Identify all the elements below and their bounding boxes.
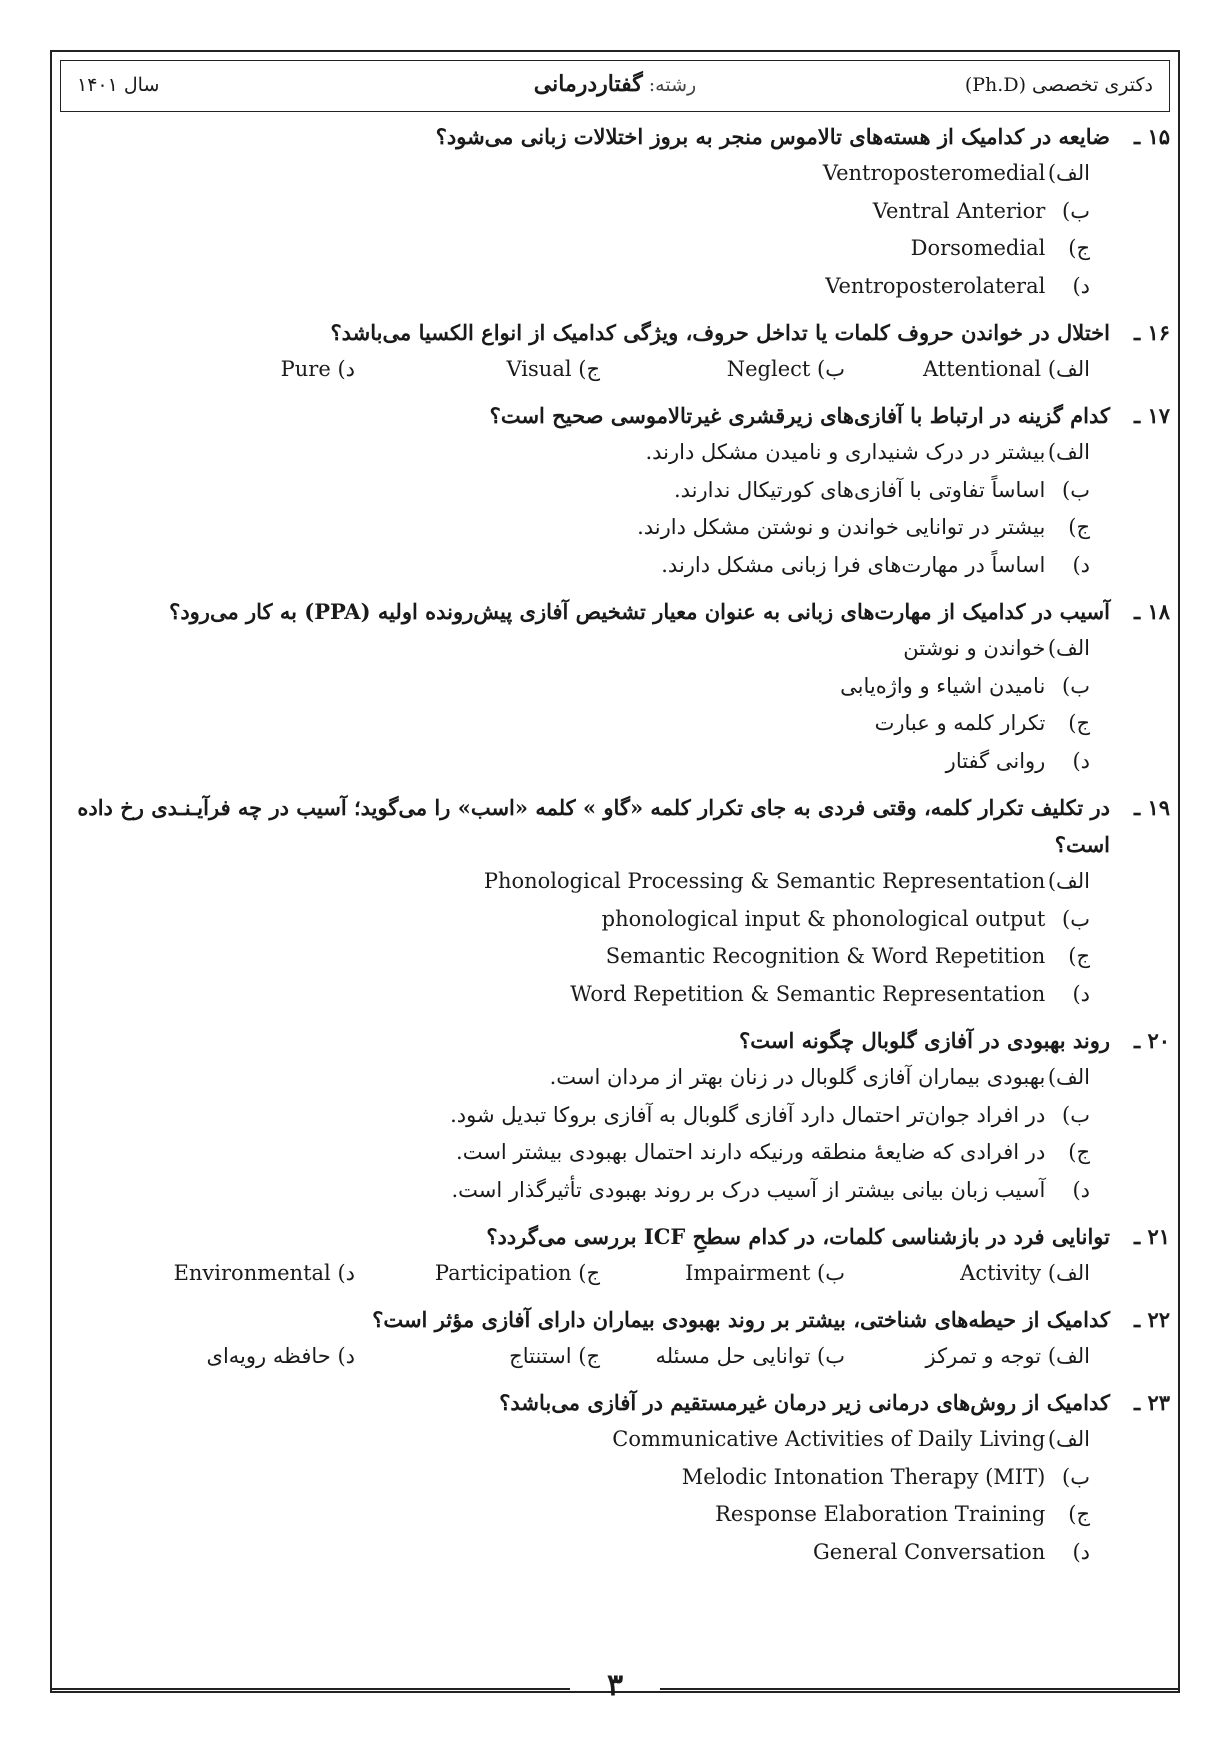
option-letter: ج) (1068, 711, 1090, 735)
answer-option[interactable] (60, 938, 1090, 976)
answer-option[interactable] (60, 1134, 1090, 1172)
option-text: استنتاج (509, 1344, 572, 1368)
question-number: ۱۶ ـ (1133, 320, 1170, 345)
footer-rule-right (660, 1688, 1180, 1690)
option-letter: د) (337, 357, 355, 381)
option-letter: د) (337, 1344, 355, 1368)
question-text: اختلال در خواندن حروف کلمات یا تداخل حروف، ویژگی کدامیک از انواع الکسیا می‌باشد؟ (330, 320, 1110, 345)
option-letter: الف) (1047, 161, 1090, 185)
exam-header (60, 60, 1170, 112)
option-text: Attentional (922, 357, 1042, 381)
answer-option[interactable] (60, 1421, 1090, 1459)
option-text: Neglect (726, 357, 811, 381)
option-text: در افرادی که ضایعهٔ منطقه ورنیکه دارند احتمال بهبودی بیشتر است. (456, 1140, 1046, 1164)
option-text: Pure (280, 357, 331, 381)
year-label: سال ۱۴۰۱ (77, 74, 160, 96)
answer-option[interactable] (60, 901, 1090, 939)
question-22 (60, 1301, 1170, 1384)
option-text: Visual (506, 357, 572, 381)
answer-option[interactable] (60, 155, 1090, 193)
answer-option[interactable] (60, 193, 1090, 231)
questions-list (60, 118, 1170, 1580)
answer-option[interactable] (60, 230, 1090, 268)
option-letter: الف) (1047, 440, 1090, 464)
answer-option[interactable] (60, 863, 1090, 901)
answer-option[interactable] (60, 630, 1090, 668)
answer-option[interactable] (355, 351, 600, 388)
question-stem (60, 118, 1170, 155)
option-letter: الف) (1047, 1344, 1090, 1368)
option-text: Participation (434, 1261, 572, 1285)
question-text: آسیب در کدامیک از مهارت‌های زبانی به عنوان معیار تشخیص آفازی پیش‌رونده اولیه (PPA) به کار می‌رود؟ (169, 599, 1110, 624)
answer-option[interactable] (845, 351, 1090, 388)
options-list (60, 155, 1170, 305)
question-23 (60, 1384, 1170, 1580)
question-text: در تکلیف تکرار کلمه، وقتی فردی به جای تکرار کلمه «گاو » کلمه «اسب» را می‌گوید؛ آسیب در چه فرآیـنـدی رخ داده است؟ (77, 795, 1110, 857)
question-number: ۲۰ ـ (1133, 1028, 1170, 1053)
question-number: ۱۷ ـ (1133, 403, 1170, 428)
options-list (60, 434, 1170, 584)
option-text: در افراد جوان‌تر احتمال دارد آفازی گلوبال به آفازی بروکا تبدیل شود. (450, 1102, 1046, 1127)
option-text: خواندن و نوشتن (903, 636, 1046, 660)
question-text: کدامیک از روش‌های درمانی زیر درمان غیرمستقیم در آفازی می‌باشد؟ (499, 1390, 1110, 1415)
answer-option[interactable] (355, 1338, 600, 1375)
option-text: Response Elaboration Training (715, 1502, 1046, 1526)
question-20 (60, 1022, 1170, 1218)
question-stem (60, 1384, 1170, 1421)
option-letter: الف) (1047, 1261, 1090, 1285)
options-list (60, 1421, 1170, 1571)
option-text: Phonological Processing & Semantic Representation (483, 869, 1046, 893)
option-letter: الف) (1047, 869, 1090, 893)
options-row (60, 1255, 1170, 1292)
question-19 (60, 789, 1170, 1022)
option-text: Melodic Intonation Therapy (MIT) (681, 1464, 1046, 1489)
option-text: Dorsomedial (910, 236, 1046, 260)
answer-option[interactable] (60, 472, 1090, 510)
option-letter: الف) (1047, 1427, 1090, 1451)
question-17 (60, 397, 1170, 593)
answer-option[interactable] (600, 1255, 845, 1292)
option-text: Communicative Activities of Daily Living (612, 1427, 1046, 1451)
option-letter: د) (337, 1261, 355, 1285)
answer-option[interactable] (110, 1338, 355, 1375)
field-title (61, 71, 1169, 97)
field-label: رشته: (648, 74, 697, 96)
question-stem (60, 593, 1170, 630)
option-letter: ب) (1062, 1102, 1090, 1127)
answer-option[interactable] (845, 1255, 1090, 1292)
option-text: Environmental (173, 1261, 331, 1285)
option-letter: ج) (578, 1261, 600, 1285)
question-number: ۲۳ ـ (1133, 1390, 1170, 1415)
question-16 (60, 314, 1170, 397)
options-row (60, 1338, 1170, 1375)
option-letter: ب) (817, 357, 845, 381)
question-number: ۱۵ ـ (1133, 124, 1170, 149)
option-text: بهبودی بیماران آفازی گلوبال در زنان بهتر از مردان است. (549, 1065, 1046, 1089)
question-18 (60, 593, 1170, 789)
option-letter: ج) (1068, 515, 1090, 539)
question-number: ۲۲ ـ (1133, 1307, 1170, 1332)
question-stem (60, 1218, 1170, 1255)
question-text: توانایی فرد در بازشناسی کلمات، در کدام سطحِ ICF بررسی می‌گردد؟ (486, 1224, 1110, 1249)
option-text: نامیدن اشیاء و واژه‌یابی (840, 673, 1046, 698)
page-footer (50, 1668, 1180, 1708)
degree-label: دکتری تخصصی (Ph.D) (964, 74, 1153, 96)
option-text: روانی گفتار (945, 748, 1046, 773)
option-text: Ventroposterolateral (825, 273, 1046, 298)
question-stem (60, 1301, 1170, 1338)
option-letter: ب) (1062, 1464, 1090, 1489)
answer-option[interactable] (60, 434, 1090, 472)
page-number: ۳ (606, 1668, 624, 1703)
question-15 (60, 118, 1170, 314)
answer-option[interactable] (60, 1059, 1090, 1097)
option-text: Ventroposteromedial (822, 161, 1046, 185)
question-number: ۱۹ ـ (1133, 795, 1170, 820)
answer-option[interactable] (600, 351, 845, 388)
question-stem (60, 397, 1170, 434)
option-text: Impairment (685, 1261, 811, 1285)
option-letter: ج) (1068, 236, 1090, 260)
question-number: ۱۸ ـ (1133, 599, 1170, 624)
options-list (60, 630, 1170, 780)
option-letter: ج) (1068, 944, 1090, 968)
option-letter: ب) (1062, 198, 1090, 223)
option-letter: الف) (1047, 357, 1090, 381)
answer-option[interactable] (60, 1459, 1090, 1497)
question-text: کدامیک از حیطه‌های شناختی، بیشتر بر روند بهبودی بیماران دارای آفازی مؤثر است؟ (372, 1307, 1110, 1332)
option-letter: ب) (1062, 906, 1090, 931)
option-text: اساساً تفاوتی با آفازی‌های کورتیکال ندارند. (673, 477, 1046, 502)
option-text: Ventral Anterior (872, 198, 1046, 223)
option-letter: ب) (1062, 477, 1090, 502)
option-text: بیشتر در توانایی خواندن و نوشتن مشکل دارند. (637, 515, 1046, 539)
question-stem (60, 1022, 1170, 1059)
answer-option[interactable] (60, 547, 1090, 585)
option-letter: الف) (1047, 1065, 1090, 1089)
option-letter: د) (1072, 981, 1090, 1006)
question-text: روند بهبودی در آفازی گلوبال چگونه است؟ (739, 1028, 1110, 1053)
option-letter: ب) (1062, 673, 1090, 698)
answer-option[interactable] (600, 1338, 845, 1375)
option-text: General Conversation (813, 1539, 1046, 1564)
answer-option[interactable] (60, 1172, 1090, 1210)
option-text: Semantic Recognition & Word Repetition (605, 944, 1046, 968)
option-text: تکرار کلمه و عبارت (874, 711, 1046, 735)
option-text: حافظه رویه‌ای (206, 1344, 331, 1368)
option-letter: ج) (1068, 1140, 1090, 1164)
question-number: ۲۱ ـ (1133, 1224, 1170, 1249)
option-letter: د) (1072, 748, 1090, 773)
option-text: آسیب زبان بیانی بیشتر از آسیب درک بر روند بهبودی تأثیرگذار است. (451, 1177, 1046, 1202)
option-letter: ج) (578, 1344, 600, 1368)
option-letter: ج) (578, 357, 600, 381)
answer-option[interactable] (845, 1338, 1090, 1375)
option-text: توجه و تمرکز (925, 1344, 1042, 1368)
answer-option[interactable] (60, 509, 1090, 547)
option-letter: ب) (817, 1261, 845, 1285)
option-text: Activity (960, 1261, 1042, 1285)
answer-option[interactable] (60, 1534, 1090, 1572)
answer-option[interactable] (60, 268, 1090, 306)
answer-option[interactable] (110, 351, 355, 388)
option-text: اساساً در مهارت‌های فرا زبانی مشکل دارند. (661, 552, 1046, 577)
answer-option[interactable] (60, 1496, 1090, 1534)
answer-option[interactable] (110, 1255, 355, 1292)
option-letter: الف) (1047, 636, 1090, 660)
option-letter: د) (1072, 273, 1090, 298)
question-text: کدام گزینه در ارتباط با آفازی‌های زیرقشری غیرتالاموسی صحیح است؟ (489, 403, 1110, 428)
answer-option[interactable] (60, 976, 1090, 1014)
question-21 (60, 1218, 1170, 1301)
answer-option[interactable] (355, 1255, 600, 1292)
option-text: Word Repetition & Semantic Representation (570, 981, 1046, 1006)
option-text: توانایی حل مسئله (655, 1344, 811, 1368)
answer-option[interactable] (60, 705, 1090, 743)
answer-option[interactable] (60, 668, 1090, 706)
options-row (60, 351, 1170, 388)
question-text: ضایعه در کدامیک از هسته‌های تالاموس منجر به بروز اختلالات زبانی می‌شود؟ (435, 124, 1110, 149)
option-letter: ب) (817, 1344, 845, 1368)
options-list (60, 863, 1170, 1013)
option-text: phonological input & phonological output (601, 906, 1046, 931)
answer-option[interactable] (60, 743, 1090, 781)
options-list (60, 1059, 1170, 1209)
question-stem (60, 789, 1170, 863)
option-letter: د) (1072, 552, 1090, 577)
option-text: بیشتر در درک شنیداری و نامیدن مشکل دارند. (645, 440, 1046, 464)
option-letter: د) (1072, 1177, 1090, 1202)
answer-option[interactable] (60, 1097, 1090, 1135)
question-stem (60, 314, 1170, 351)
field-name: گفتاردرمانی (533, 71, 643, 97)
option-letter: ج) (1068, 1502, 1090, 1526)
option-letter: د) (1072, 1539, 1090, 1564)
